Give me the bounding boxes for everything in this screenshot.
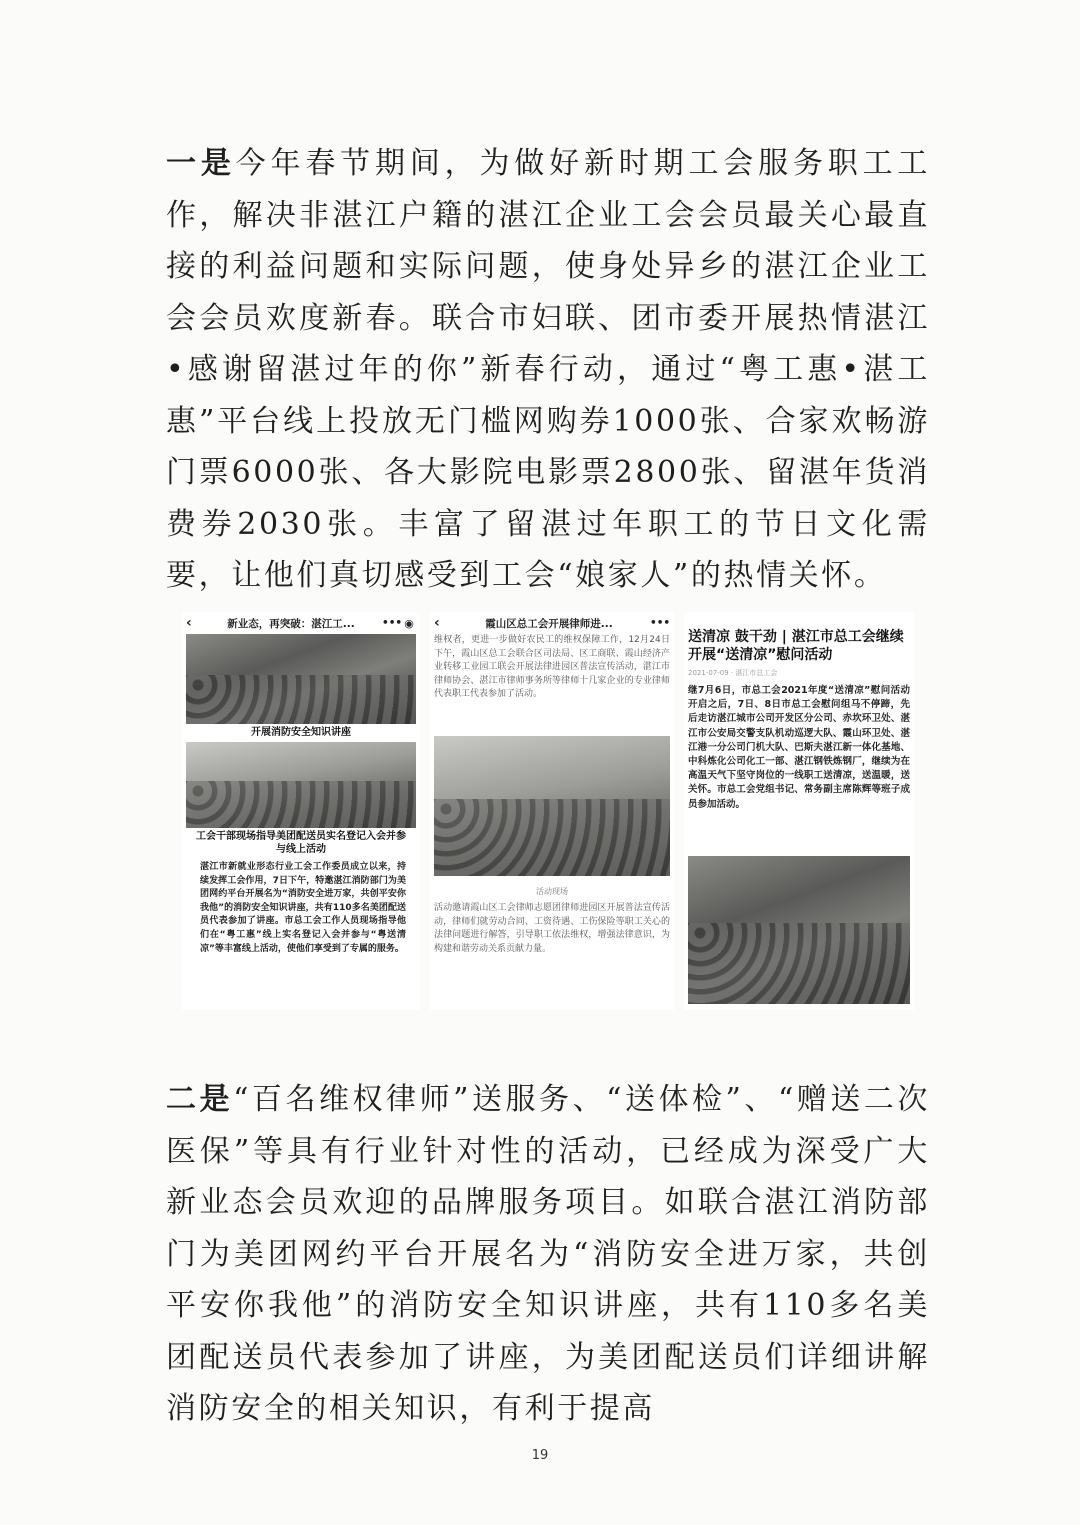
paragraph-2	[166, 1074, 930, 1435]
panel-c-body: 继7月6日，市总工会2021年度“送清凉”慰问活动开启之后，7日、8日市总工会慰问组马不停蹄，先后走访湛江城市公司开发区分公司、赤坎环卫处、湛江市公安局交警支队机动巡逻大队、霞山环卫处、湛江港一分公司门机大队、巴斯夫湛江新一体化基地、中科炼化公司化工一部、湛江钢铁炼钢厂，继续为在高温天气下坚守岗位的一线职工送清凉，送温暖，送关怀。市总工会党组书记、常务副主席陈辉等班子成员参加活动。	[688, 685, 910, 810]
more-dots-icon: •••	[382, 617, 403, 629]
back-arrow-icon: ‹	[434, 615, 440, 631]
panel-a-topbar	[182, 612, 420, 634]
panel-b-topbar	[430, 612, 674, 634]
panel-b-top-text: 维权者，更进一步做好农民工的维权保障工作，12月24日下午，霞山区总工会联合区司法局、区工商联、霞山经济产业转移工业园工联会开展法律进园区普法宣传活动，湛江市律师协会、湛江市律师事务所等律师十几家企业的专业律师代表职工代表参加了活动。	[434, 635, 670, 700]
paragraph-2-lead: 二是	[166, 1082, 234, 1117]
panel-a-title: 新业态，再突破：湛江工...	[227, 617, 355, 630]
article-screenshot-fire-safety	[182, 612, 420, 1010]
panel-a-caption-1: 开展消防安全知识讲座	[251, 727, 351, 738]
screenshot-collage	[182, 612, 914, 1010]
more-dots-icon: •••	[650, 617, 671, 629]
target-circle-icon: ◉	[404, 616, 414, 630]
panel-c-subtitle: 2021-07-09 · 湛江市总工会	[688, 669, 778, 677]
paragraph-1-text: 今年春节期间，为做好新时期工会服务职工工作，解决非湛江户籍的湛江企业工会会员最关心最直接的利益问题和实际问题，使身处异乡的湛江企业工会会员欢度新春。联合市妇联、团市委开展热情湛江•感谢留湛过年的你”新春行动，通过“粤工惠•湛工惠”平台线上投放无门槛网购券1000张、合家欢畅游门票6000张、各大影院电影票2800张、留湛年货消费券2030张。丰富了留湛过年职工的节日文化需要，让他们真切感受到工会“娘家人”的热情关怀。	[166, 146, 931, 593]
photo-lecture-hall	[186, 634, 416, 724]
panel-b-bottom-text: 活动邀请霞山区工会律师志愿团律师进园区开展普法宣传活动，律师们就劳动合同、工资待遇、工伤保险等职工关心的法律问题进行解答，引导职工依法维权，增强法律意识，为构建和谐劳动关系贡献力量。	[434, 903, 670, 954]
photo-workers-helmets	[688, 856, 910, 1004]
paragraph-1-lead: 一是	[166, 146, 236, 181]
paragraph-1	[166, 138, 930, 602]
panel-a-caption-2: 工会干部现场指导美团配送员实名登记入会并参与线上活动	[196, 831, 406, 855]
article-screenshot-lawyer	[430, 612, 674, 1010]
article-screenshot-cool-delivery	[684, 612, 914, 1010]
paragraph-2-text: “百名维权律师”送服务、“送体检”、“赠送二次医保”等具有行业针对性的活动，已经成为深受广大新业态会员欢迎的品牌服务项目。如联合湛江消防部门为美团网约平台开展名为“消防安全进万家，共创平安你我他”的消防安全知识讲座，共有110多名美团配送员代表参加了讲座，为美团配送员们详细讲解消防安全的相关知识，有利于提高	[166, 1082, 930, 1426]
photo-registration	[186, 742, 416, 828]
photo-meeting	[434, 736, 670, 876]
panel-b-title: 霞山区总工会开展律师进...	[485, 617, 613, 630]
panel-a-body: 湛江市新就业形态行业工会工作委员成立以来，持续发挥工会作用，7日下午，特邀湛江消防部门为美团网约平台开展名为“消防安全进万家，共创平安你我他”的消防安全知识讲座，共有110多名美团配送员代表参加了讲座。市总工会工作人员现场指导他们在“粤工惠”线上实名登记入会并参与“粤送清凉”等丰富线上活动，使他们享受到了专属的服务。	[200, 862, 406, 954]
page-number: 19	[531, 1448, 549, 1463]
back-arrow-icon: ‹	[186, 615, 192, 631]
panel-b-photo-caption: 活动现场	[536, 887, 568, 896]
panel-c-title: 送清凉 鼓干劲 | 湛江市总工会继续开展“送清凉”慰问活动	[688, 629, 904, 663]
